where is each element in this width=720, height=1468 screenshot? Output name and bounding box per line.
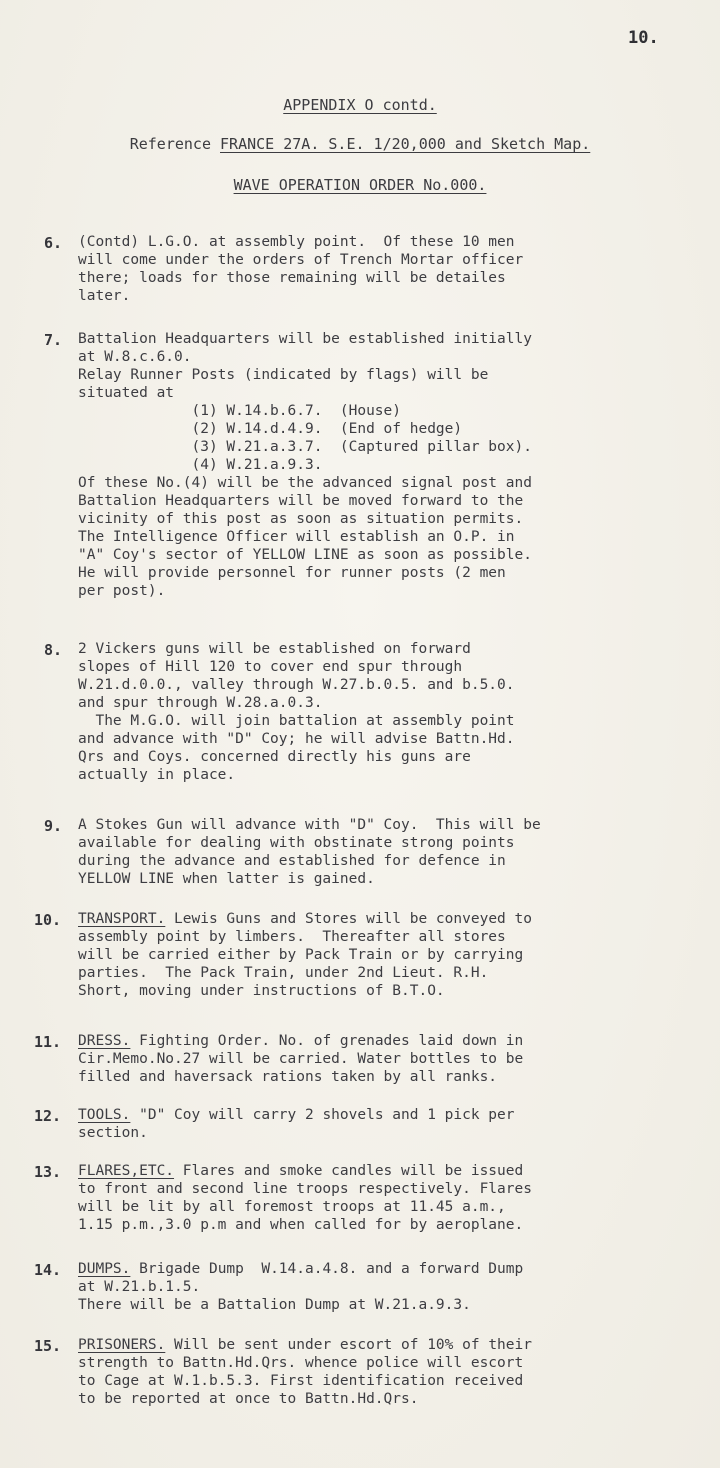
paragraph-number: 14. xyxy=(34,1261,62,1279)
paragraph-heading: FLARES,ETC. xyxy=(78,1163,175,1179)
paragraph-line xyxy=(78,564,710,582)
paragraph-line xyxy=(78,870,710,888)
paragraph-line-text: there; loads for those remaining will be detailes xyxy=(78,270,506,286)
paragraph-number: 12. xyxy=(34,1107,62,1125)
paragraph-6 xyxy=(78,233,710,305)
paragraph-line-text: parties. The Pack Train, under 2nd Lieut. R.H. xyxy=(78,965,489,981)
paragraph-line xyxy=(78,766,710,784)
paragraph-line-text: actually in place. xyxy=(78,767,236,783)
paragraph-line xyxy=(78,928,710,946)
paragraph-line xyxy=(78,676,710,694)
paragraph-line xyxy=(78,456,710,474)
paragraph-line-text: Short, moving under instructions of B.T.O. xyxy=(78,983,445,999)
paragraph-line-text: The M.G.O. will join battalion at assembly point xyxy=(78,713,515,729)
paragraph-line xyxy=(78,420,710,438)
paragraph-line xyxy=(78,816,710,834)
paragraph-line xyxy=(78,1180,710,1198)
paragraph-line-text: Brigade Dump W.14.a.4.8. and a forward Dump xyxy=(130,1261,524,1277)
order-title: WAVE OPERATION ORDER No.000. xyxy=(233,176,487,194)
paragraph-line xyxy=(78,658,710,676)
paragraph-line-text: available for dealing with obstinate strong points xyxy=(78,835,515,851)
paragraph-line xyxy=(78,640,710,658)
paragraph-line-text: to front and second line troops respectively. Flares xyxy=(78,1181,532,1197)
paragraph-heading: TOOLS. xyxy=(78,1107,131,1123)
paragraph-line xyxy=(78,982,710,1000)
paragraph-line xyxy=(78,1216,710,1234)
paragraph-line xyxy=(78,1260,710,1278)
reference-line xyxy=(0,135,720,153)
paragraph-line-text: Will be sent under escort of 10% of their xyxy=(165,1337,532,1353)
paragraph-line xyxy=(78,1372,710,1390)
reference-map: FRANCE 27A. S.E. 1/20,000 and Sketch Map. xyxy=(220,135,591,153)
paragraph-line-text: at W.21.b.1.5. xyxy=(78,1279,201,1295)
paragraph-line xyxy=(78,1124,710,1142)
paragraph-line-text: YELLOW LINE when latter is gained. xyxy=(78,871,375,887)
paragraph-line-text: Battalion Headquarters will be moved forward to the xyxy=(78,493,524,509)
paragraph-line-text: Qrs and Coys. concerned directly his guns are xyxy=(78,749,471,765)
paragraph-line-text: He will provide personnel for runner posts (2 men xyxy=(78,565,506,581)
paragraph-line-text: (1) W.14.b.6.7. (House) xyxy=(78,403,402,419)
paragraph-line xyxy=(78,1296,710,1314)
appendix-title: APPENDIX O contd. xyxy=(283,96,437,114)
paragraph-line-text: 1.15 p.m.,3.0 p.m and when called for by aeroplane. xyxy=(78,1217,524,1233)
paragraph-number: 13. xyxy=(34,1163,62,1181)
paragraph-line-text: at W.8.c.6.0. xyxy=(78,349,192,365)
paragraph-line xyxy=(78,546,710,564)
paragraph-heading: DUMPS. xyxy=(78,1261,131,1277)
paragraph-line-text: slopes of Hill 120 to cover end spur through xyxy=(78,659,463,675)
paragraph-line-text: Lewis Guns and Stores will be conveyed to xyxy=(165,911,532,927)
paragraph-line-text: Cir.Memo.No.27 will be carried. Water bottles to be xyxy=(78,1051,524,1067)
paragraph-14 xyxy=(78,1260,710,1314)
paragraph-line xyxy=(78,946,710,964)
paragraph-heading: DRESS. xyxy=(78,1033,131,1049)
paragraph-line xyxy=(78,348,710,366)
paragraph-line xyxy=(78,510,710,528)
paragraph-line xyxy=(78,251,710,269)
paragraph-line-text: Battalion Headquarters will be established initially xyxy=(78,331,532,347)
paragraph-heading: PRISONERS. xyxy=(78,1337,166,1353)
paragraph-12 xyxy=(78,1106,710,1142)
paragraph-7 xyxy=(78,330,710,600)
paragraph-11 xyxy=(78,1032,710,1086)
paragraph-line-text: situated at xyxy=(78,385,175,401)
paragraph-number: 9. xyxy=(44,817,63,835)
paragraph-line-text: (Contd) L.G.O. at assembly point. Of these 10 men xyxy=(78,234,515,250)
paragraph-line xyxy=(78,438,710,456)
paragraph-line xyxy=(78,748,710,766)
paragraph-line xyxy=(78,964,710,982)
paragraph-line xyxy=(78,712,710,730)
paragraph-line-text: filled and haversack rations taken by all ranks. xyxy=(78,1069,498,1085)
paragraph-line xyxy=(78,834,710,852)
paragraph-8 xyxy=(78,640,710,784)
paragraph-line xyxy=(78,730,710,748)
paragraph-line xyxy=(78,384,710,402)
paragraph-line-text: "A" Coy's sector of YELLOW LINE as soon as possible. xyxy=(78,547,532,563)
paragraph-line xyxy=(78,1032,710,1050)
paragraph-line-text: Of these No.(4) will be the advanced signal post and xyxy=(78,475,532,491)
paragraph-line xyxy=(78,269,710,287)
paragraph-line-text: will be lit by all foremost troops at 11.45 a.m., xyxy=(78,1199,506,1215)
paragraph-line-text: strength to Battn.Hd.Qrs. whence police will escort xyxy=(78,1355,524,1371)
paragraph-line xyxy=(78,1106,710,1124)
paragraph-line xyxy=(78,233,710,251)
paragraph-line-text: There will be a Battalion Dump at W.21.a.9.3. xyxy=(78,1297,471,1313)
paragraph-line xyxy=(78,1390,710,1408)
paragraph-13 xyxy=(78,1162,710,1234)
paragraph-line xyxy=(78,582,710,600)
paragraph-line xyxy=(78,474,710,492)
paragraph-heading: TRANSPORT. xyxy=(78,911,166,927)
paragraph-line xyxy=(78,1198,710,1216)
paragraph-line-text: and advance with "D" Coy; he will advise Battn.Hd. xyxy=(78,731,515,747)
paragraph-line-text: A Stokes Gun will advance with "D" Coy. This will be xyxy=(78,817,541,833)
paragraph-line-text: later. xyxy=(78,288,131,304)
paragraph-line xyxy=(78,1050,710,1068)
paragraph-line-text: to be reported at once to Battn.Hd.Qrs. xyxy=(78,1391,419,1407)
paragraph-line xyxy=(78,287,710,305)
paragraph-line-text: Fighting Order. No. of grenades laid down in xyxy=(130,1033,524,1049)
paragraph-number: 15. xyxy=(34,1337,62,1355)
paragraph-line-text: (2) W.14.d.4.9. (End of hedge) xyxy=(78,421,463,437)
paragraph-line-text: "D" Coy will carry 2 shovels and 1 pick per xyxy=(130,1107,515,1123)
paragraph-line xyxy=(78,366,710,384)
paragraph-line-text: to Cage at W.1.b.5.3. First identification received xyxy=(78,1373,524,1389)
paragraph-line-text: assembly point by limbers. Thereafter all stores xyxy=(78,929,506,945)
paragraph-line-text: Flares and smoke candles will be issued xyxy=(174,1163,524,1179)
paragraph-line-text: will be carried either by Pack Train or by carrying xyxy=(78,947,524,963)
paragraph-line xyxy=(78,402,710,420)
paragraph-line-text: section. xyxy=(78,1125,148,1141)
paragraph-line-text: (3) W.21.a.3.7. (Captured pillar box). xyxy=(78,439,532,455)
paragraph-line-text: (4) W.21.a.9.3. xyxy=(78,457,323,473)
paragraph-number: 6. xyxy=(44,234,63,252)
reference-prefix: Reference xyxy=(129,135,211,153)
paragraph-number: 8. xyxy=(44,641,63,659)
paragraph-line-text: W.21.d.0.0., valley through W.27.b.0.5. and b.5.0. xyxy=(78,677,515,693)
paragraph-line-text: per post). xyxy=(78,583,166,599)
paragraph-line-text: The Intelligence Officer will establish an O.P. in xyxy=(78,529,515,545)
paragraph-line xyxy=(78,910,710,928)
paragraph-line-text: will come under the orders of Trench Mortar officer xyxy=(78,252,524,268)
paragraph-line xyxy=(78,1336,710,1354)
paragraph-line xyxy=(78,1278,710,1296)
paragraph-number: 7. xyxy=(44,331,63,349)
paragraph-number: 11. xyxy=(34,1033,62,1051)
paragraph-line xyxy=(78,852,710,870)
paragraph-line xyxy=(78,1354,710,1372)
paragraph-line xyxy=(78,492,710,510)
paragraph-line-text: vicinity of this post as soon as situation permits. xyxy=(78,511,524,527)
paragraph-line-text: during the advance and established for defence in xyxy=(78,853,506,869)
paragraph-9 xyxy=(78,816,710,888)
paragraph-line xyxy=(78,1068,710,1086)
paragraph-15 xyxy=(78,1336,710,1408)
paragraph-line xyxy=(78,694,710,712)
page-number: 10. xyxy=(628,28,659,48)
paragraph-line xyxy=(78,1162,710,1180)
paragraph-line xyxy=(78,528,710,546)
paragraph-10 xyxy=(78,910,710,1000)
paragraph-line-text: Relay Runner Posts (indicated by flags) will be xyxy=(78,367,489,383)
paragraph-line xyxy=(78,330,710,348)
paragraph-line-text: 2 Vickers guns will be established on forward xyxy=(78,641,471,657)
paragraph-line-text: and spur through W.28.a.0.3. xyxy=(78,695,323,711)
paragraph-number: 10. xyxy=(34,911,62,929)
